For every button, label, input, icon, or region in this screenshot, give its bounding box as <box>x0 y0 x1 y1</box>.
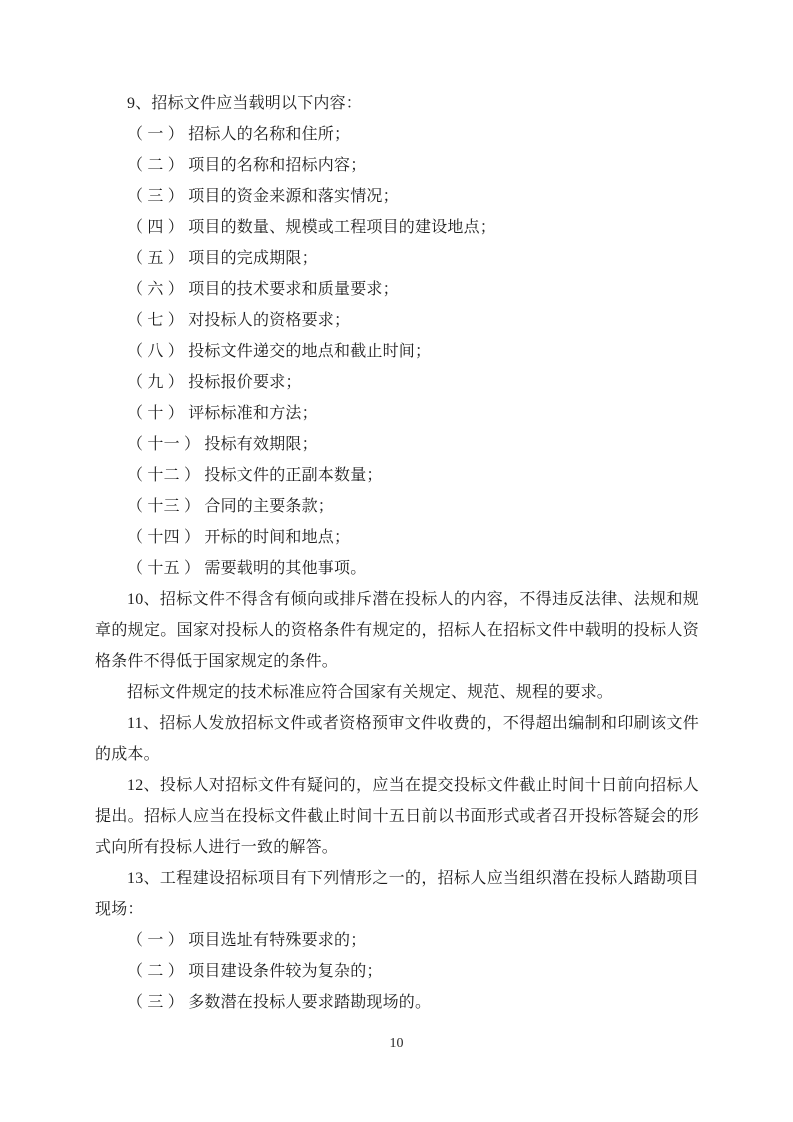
paragraph-technical-standard: 招标文件规定的技术标准应符合国家有关规定、规范、规程的要求。 <box>127 684 614 701</box>
list-item-8: （ 八 ） 投标文件递交的地点和截止时间； <box>127 343 432 360</box>
site-survey-item-3: （ 三 ） 多数潜在投标人要求踏勘现场的。 <box>127 994 432 1011</box>
list-item-3: （ 三 ） 项目的资金来源和落实情况； <box>127 188 399 205</box>
list-item-10: （ 十 ） 评标标准和方法； <box>127 405 318 422</box>
list-item-2: （ 二 ） 项目的名称和招标内容； <box>127 157 367 174</box>
paragraph-item-12: 12、投标人对招标文件有疑问的，应当在提交投标文件截止时间十日前向招标人提出。招标人应当在投标文件截止时间十五日前以书面形式或者召开投标答疑会的形式向所有投标人进行一致的解答。 <box>95 777 699 856</box>
site-survey-item-2: （ 二 ） 项目建设条件较为复杂的； <box>127 963 383 980</box>
list-item-4: （ 四 ） 项目的数量、规模或工程项目的建设地点； <box>127 219 497 236</box>
page-number: 10 <box>389 1036 404 1051</box>
list-item-14: （ 十四 ） 开标的时间和地点； <box>127 529 351 546</box>
list-item-7: （ 七 ） 对投标人的资格要求； <box>127 312 351 329</box>
document-content <box>95 88 699 1018</box>
list-item-6: （ 六 ） 项目的技术要求和质量要求； <box>127 281 399 298</box>
list-item-15: （ 十五 ） 需要载明的其他事项。 <box>127 560 367 577</box>
list-item-1: （ 一 ） 招标人的名称和住所； <box>127 126 351 143</box>
paragraph-item-10: 10、招标文件不得含有倾向或排斥潜在投标人的内容，不得违反法律、法规和规章的规定。国家对投标人的资格条件有规定的，招标人在招标文件中载明的投标人资格条件不得低于国家规定的条件。 <box>95 591 699 670</box>
list-item-11: （ 十一 ） 投标有效期限； <box>127 436 318 453</box>
list-item-5: （ 五 ） 项目的完成期限； <box>127 250 318 267</box>
paragraph-item-13: 13、工程建设招标项目有下列情形之一的，招标人应当组织潜在投标人踏勘项目现场： <box>95 870 699 918</box>
list-item-12: （ 十二 ） 投标文件的正副本数量； <box>127 467 383 484</box>
list-item-9: （ 九 ） 投标报价要求； <box>127 374 302 391</box>
paragraph-item-11: 11、招标人发放招标文件或者资格预审文件收费的，不得超出编制和印刷该文件的成本。 <box>95 715 699 763</box>
paragraph-item-9-heading: 9、招标文件应当载明以下内容： <box>127 95 363 112</box>
list-item-13: （ 十三 ） 合同的主要条款； <box>127 498 335 515</box>
site-survey-item-1: （ 一 ） 项目选址有特殊要求的； <box>127 932 367 949</box>
